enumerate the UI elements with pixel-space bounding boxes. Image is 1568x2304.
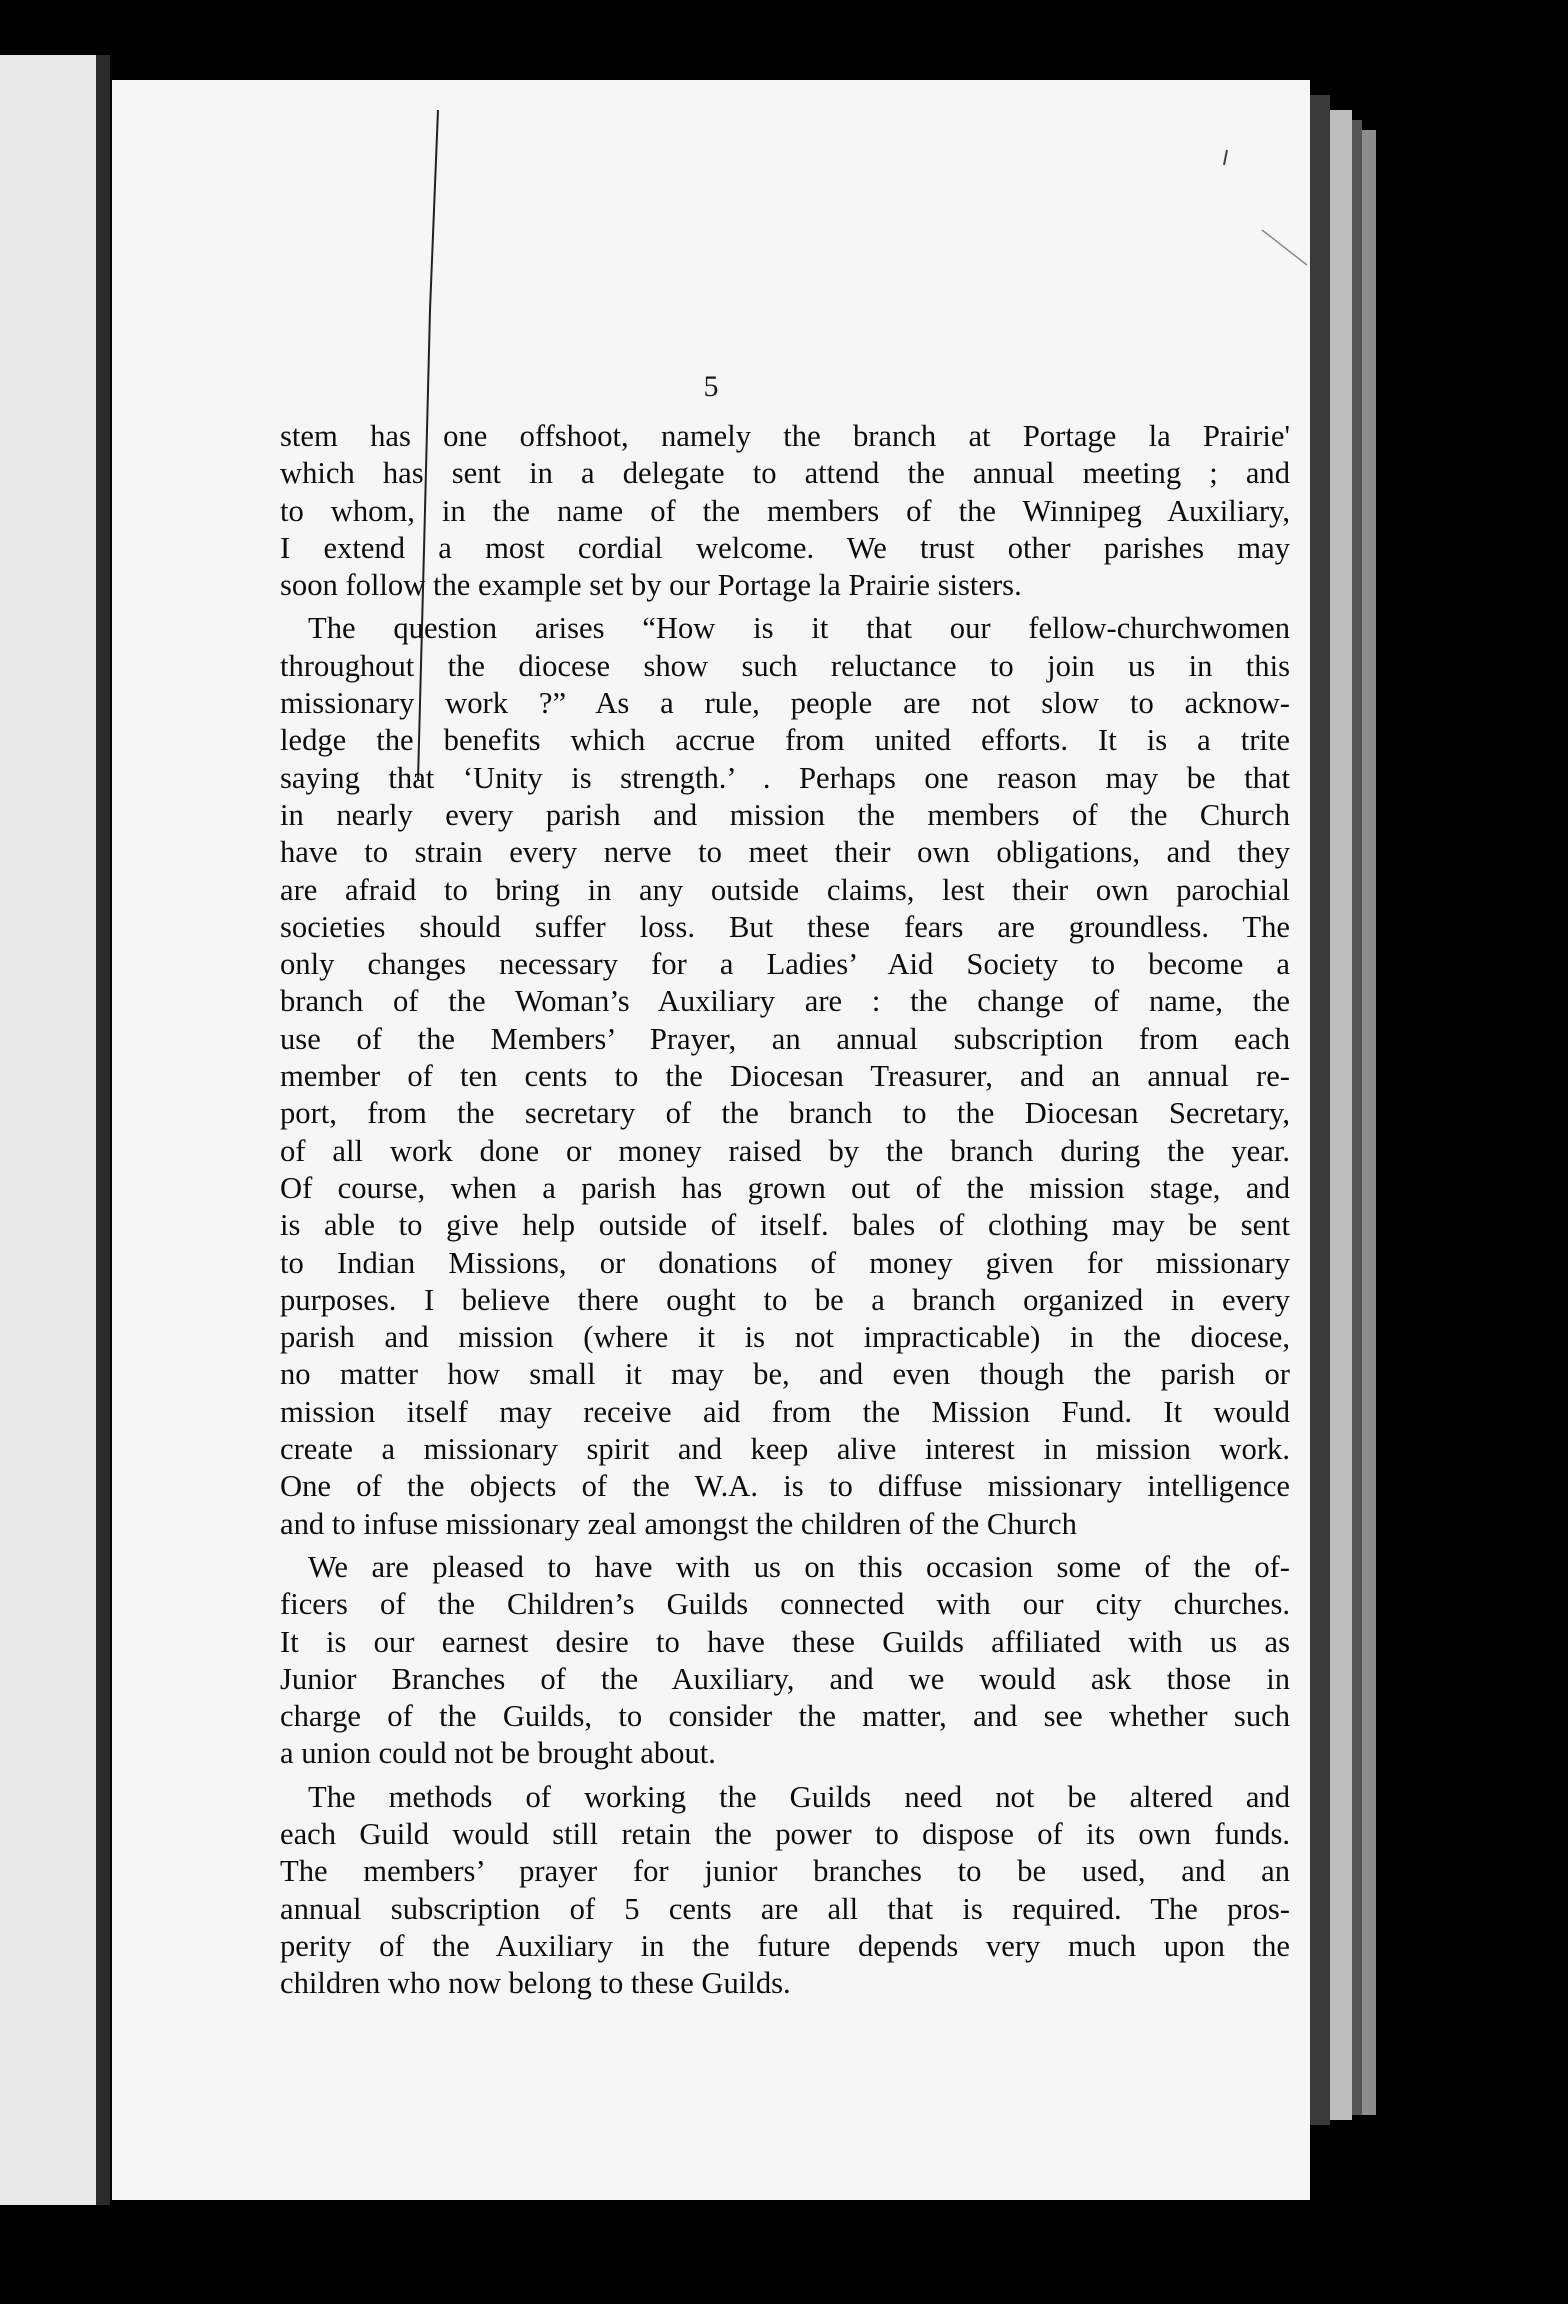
text-line: create a missionary spirit and keep alive interest in mission work.	[280, 1432, 1290, 1467]
text-line: Junior Branches of the Auxiliary, and we would ask those in	[280, 1661, 1290, 1696]
text-line: use of the Members’ Prayer, an annual subscription from each	[280, 1021, 1290, 1056]
text-line: only changes necessary for a Ladies’ Aid Society to become a	[280, 947, 1290, 982]
paragraph	[280, 1549, 1290, 1773]
text-line: no matter how small it may be, and even though the parish or	[280, 1357, 1290, 1392]
text-line: ficers of the Children’s Guilds connected with our city churches.	[280, 1587, 1290, 1622]
text-line: branch of the Woman’s Auxiliary are : the change of name, the	[280, 984, 1290, 1019]
text-line: mission itself may receive aid from the Mission Fund. It would	[280, 1394, 1290, 1429]
text-line: The members’ prayer for junior branches to be used, and an	[280, 1854, 1290, 1889]
text-line: perity of the Auxiliary in the future depends very much upon the	[280, 1928, 1290, 1963]
adjacent-page-edge	[0, 55, 96, 2205]
text-line: a union could not be brought about.	[280, 1736, 716, 1771]
text-line: One of the objects of the W.A. is to diffuse missionary intelligence	[280, 1469, 1290, 1504]
text-line: annual subscription of 5 cents are all that is required. The pros-	[280, 1891, 1290, 1926]
document-page	[112, 80, 1310, 2200]
text-line: saying that ‘Unity is strength.’ . Perhaps one reason may be that	[280, 760, 1290, 795]
text-line: The methods of working the Guilds need not be altered and	[308, 1779, 1290, 1814]
text-line: children who now belong to these Guilds.	[280, 1966, 791, 2001]
page-number: 5	[703, 370, 719, 403]
text-line: soon follow the example set by our Portage la Prairie sisters.	[280, 568, 1022, 603]
page-stack-edge	[1352, 120, 1362, 2115]
text-line: each Guild would still retain the power to dispose of its own funds.	[280, 1816, 1290, 1851]
text-line: to Indian Missions, or donations of money given for missionary	[280, 1245, 1290, 1280]
page-stack-edge	[1310, 95, 1330, 2125]
text-line: purposes. I believe there ought to be a branch organized in every	[280, 1282, 1290, 1317]
text-line: societies should suffer loss. But these fears are groundless. The	[280, 909, 1290, 944]
body-text	[280, 418, 1290, 2002]
text-line: parish and mission (where it is not impracticable) in the diocese,	[280, 1320, 1290, 1355]
text-line: Of course, when a parish has grown out of the mission stage, and	[280, 1170, 1290, 1205]
text-line: are afraid to bring in any outside claims, lest their own parochial	[280, 872, 1290, 907]
paragraph	[280, 1779, 1290, 2003]
text-line: The question arises “How is it that our fellow-churchwomen	[308, 611, 1290, 646]
paragraph	[280, 610, 1290, 1542]
page-gutter	[96, 55, 110, 2205]
text-line: to whom, in the name of the members of the Winnipeg Auxiliary,	[280, 493, 1290, 528]
text-line: of all work done or money raised by the branch during the year.	[280, 1133, 1290, 1168]
paragraph	[280, 418, 1290, 604]
text-line: member of ten cents to the Diocesan Treasurer, and an annual re-	[280, 1059, 1290, 1094]
text-line: which has sent in a delegate to attend the annual meeting ; and	[280, 456, 1290, 491]
text-line: have to strain every nerve to meet their own obligations, and they	[280, 835, 1290, 870]
text-line: is able to give help outside of itself. bales of clothing may be sent	[280, 1208, 1290, 1243]
text-line: in nearly every parish and mission the members of the Church	[280, 797, 1290, 832]
text-line: throughout the diocese show such reluctance to join us in this	[280, 648, 1290, 683]
text-line: I extend a most cordial welcome. We trust other parishes may	[280, 530, 1290, 565]
text-line: It is our earnest desire to have these Guilds affiliated with us as	[280, 1624, 1290, 1659]
text-line: port, from the secretary of the branch to the Diocesan Secretary,	[280, 1096, 1290, 1131]
text-line: ledge the benefits which accrue from united efforts. It is a trite	[280, 723, 1290, 758]
page-stack-edge	[1362, 130, 1376, 2115]
text-line: charge of the Guilds, to consider the matter, and see whether such	[280, 1699, 1290, 1734]
text-line: We are pleased to have with us on this occasion some of the of-	[308, 1549, 1290, 1584]
page-stack-edge	[1330, 110, 1352, 2120]
text-line: stem has one offshoot, namely the branch at Portage la Prairie'	[280, 419, 1290, 453]
text-line: and to infuse missionary zeal amongst the children of the Church	[280, 1506, 1077, 1541]
text-line: missionary work ?” As a rule, people are not slow to acknow-	[280, 686, 1290, 721]
